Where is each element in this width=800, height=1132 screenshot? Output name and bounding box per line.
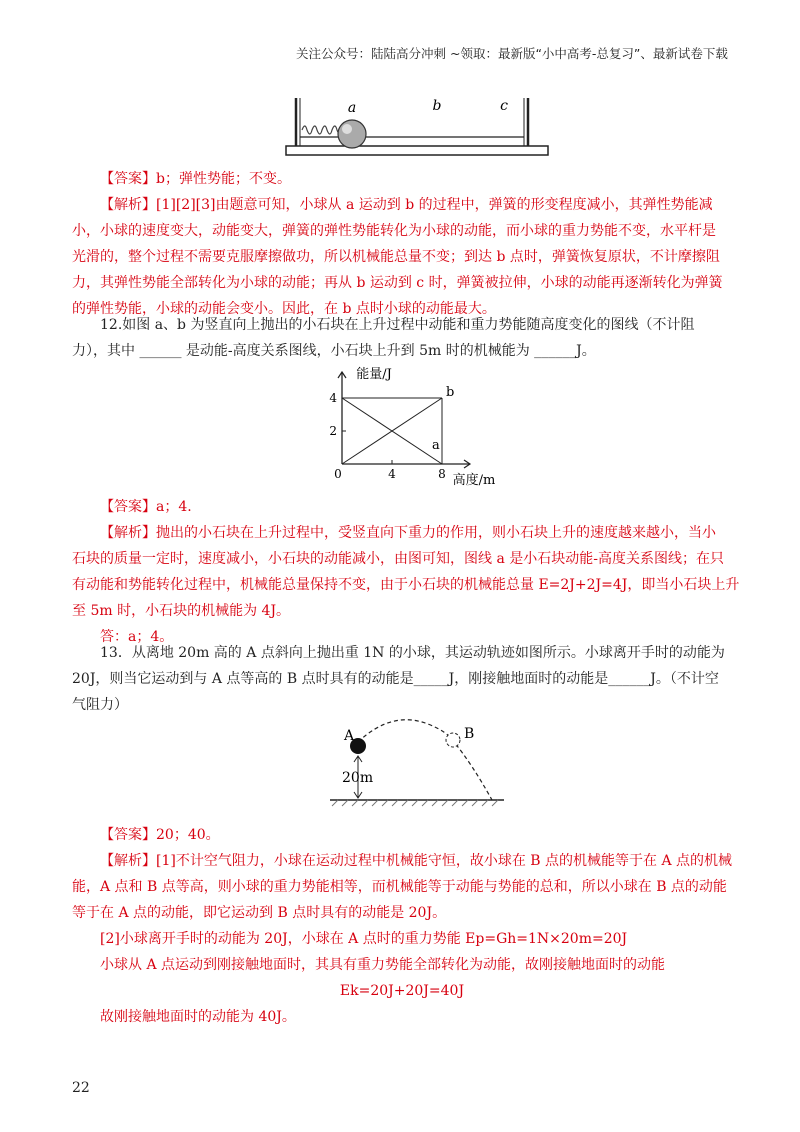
page-number: 22 — [72, 1080, 90, 1096]
analysis-line: 【解析】抛出的小石块在上升过程中，受竖直向下重力的作用，则小石块上升的速度越来越小，当小 — [100, 525, 716, 541]
answer-block-3 — [72, 822, 732, 1030]
analysis-line: 【解析】[1]不计空气阻力，小球在运动过程中机械能守恒，故小球在 B 点的机械能等于在 A 点的机械 — [100, 853, 733, 869]
formula: Ek=20J+20J=40J — [339, 983, 465, 999]
energy-height-chart — [322, 360, 512, 488]
spring-ball-figure — [282, 92, 552, 164]
series-label-a: a — [432, 438, 440, 454]
question-line: 13．从离地 20m 高的 A 点斜向上抛出重 1N 的小球，其运动轨迹如图所示。小球离开手时的动能为 — [100, 645, 725, 661]
y-tick-label: 2 — [329, 424, 337, 438]
label-b: B — [464, 726, 475, 742]
analysis-line: 石块的质量一定时，速度减小，小石块的动能减小，由图可知，图线 a 是小石块动能-高度关系图线；在只 — [72, 551, 724, 567]
analysis-step-2: [2]小球离开手时的动能为 20J，小球在 A 点时的重力势能 Ep=Gh=1N×20m=20J — [100, 931, 628, 947]
analysis-line: 力，其弹性势能全部转化为小球的动能；再从 b 运动到 c 时，弹簧被拉伸，小球的动能再逐渐转化为弹簧 — [72, 275, 723, 291]
answer-line: 【答案】b；弹性势能；不变。 — [100, 171, 291, 187]
answer-block-1 — [72, 166, 732, 322]
question-line: 20J，则当它运动到与 A 点等高的 B 点时具有的动能是_____J，刚接触地面时的动能是______J。（不计空 — [72, 671, 719, 687]
x-tick-label: 4 — [388, 467, 396, 481]
series-label-b: b — [446, 385, 455, 400]
question-13 — [72, 640, 732, 718]
question-12 — [72, 312, 732, 364]
question-line: 力），其中 ______ 是动能-高度关系图线，小石块上升到 5m 时的机械能为 ______J。 — [72, 343, 596, 359]
x-tick-label: 8 — [438, 467, 446, 481]
analysis-line: 等于在 A 点的动能，即它运动到 B 点时具有的动能是 20J。 — [72, 905, 447, 921]
question-line: 12.如图 a、b 为竖直向上抛出的小石块在上升过程中动能和重力势能随高度变化的图线（不计阻 — [100, 317, 695, 333]
y-tick-label: 4 — [329, 391, 337, 405]
label-a: A — [344, 728, 355, 744]
label-b: b — [432, 98, 442, 114]
trajectory-figure — [322, 712, 512, 812]
answer-line: 【答案】20；40。 — [100, 827, 220, 843]
label-c: c — [500, 98, 508, 114]
analysis-line: 能，A 点和 B 点等高，则小球的重力势能相等，而机械能等于动能与势能的总和，所以小球在 B 点的动能 — [72, 879, 727, 895]
height-label: 20m — [342, 770, 374, 786]
analysis-line: 的弹性势能，小球的动能会变小。因此，在 b 点时小球的动能最大。 — [72, 301, 496, 317]
answer-line: 【答案】a；4. — [100, 499, 192, 515]
analysis-line: 【解析】[1][2][3]由题意可知，小球从 a 运动到 b 的过程中，弹簧的形变程度减小，其弹性势能减 — [100, 197, 713, 213]
label-a: a — [347, 100, 357, 116]
page-header: 关注公众号：陆陆高分冲刺 ~领取：最新版“小中高考-总复习”、最新试卷下载 — [296, 46, 728, 61]
chart-xlabel: 高度/m — [452, 473, 496, 488]
analysis-line: 小，小球的速度变大，动能变大，弹簧的弹性势能转化为小球的动能，而小球的重力势能不变，水平杆是 — [72, 223, 716, 239]
final-answer: 答：a；4。 — [100, 629, 174, 645]
x-tick-label: 0 — [334, 467, 342, 481]
analysis-line: 光滑的，整个过程不需要克服摩擦做功，所以机械能总量不变；到达 b 点时，弹簧恢复原状，不计摩擦阻 — [72, 249, 720, 265]
conclusion: 故刚接触地面时的动能为 40J。 — [100, 1009, 296, 1025]
question-line: 气阻力） — [72, 697, 128, 713]
analysis-line: 有动能和势能转化过程中，机械能总量保持不变，由于小石块的机械能总量 E=2J+2J=4J，即当小石块上升 — [72, 577, 740, 593]
answer-block-2 — [72, 494, 740, 650]
chart-ylabel: 能量/J — [356, 367, 392, 382]
analysis-line: 至 5m 时，小石块的机械能为 4J。 — [72, 603, 291, 619]
analysis-step-3: 小球从 A 点运动到刚接触地面时，其具有重力势能全部转化为动能，故刚接触地面时的动能 — [100, 957, 666, 973]
ball-b — [446, 733, 460, 747]
